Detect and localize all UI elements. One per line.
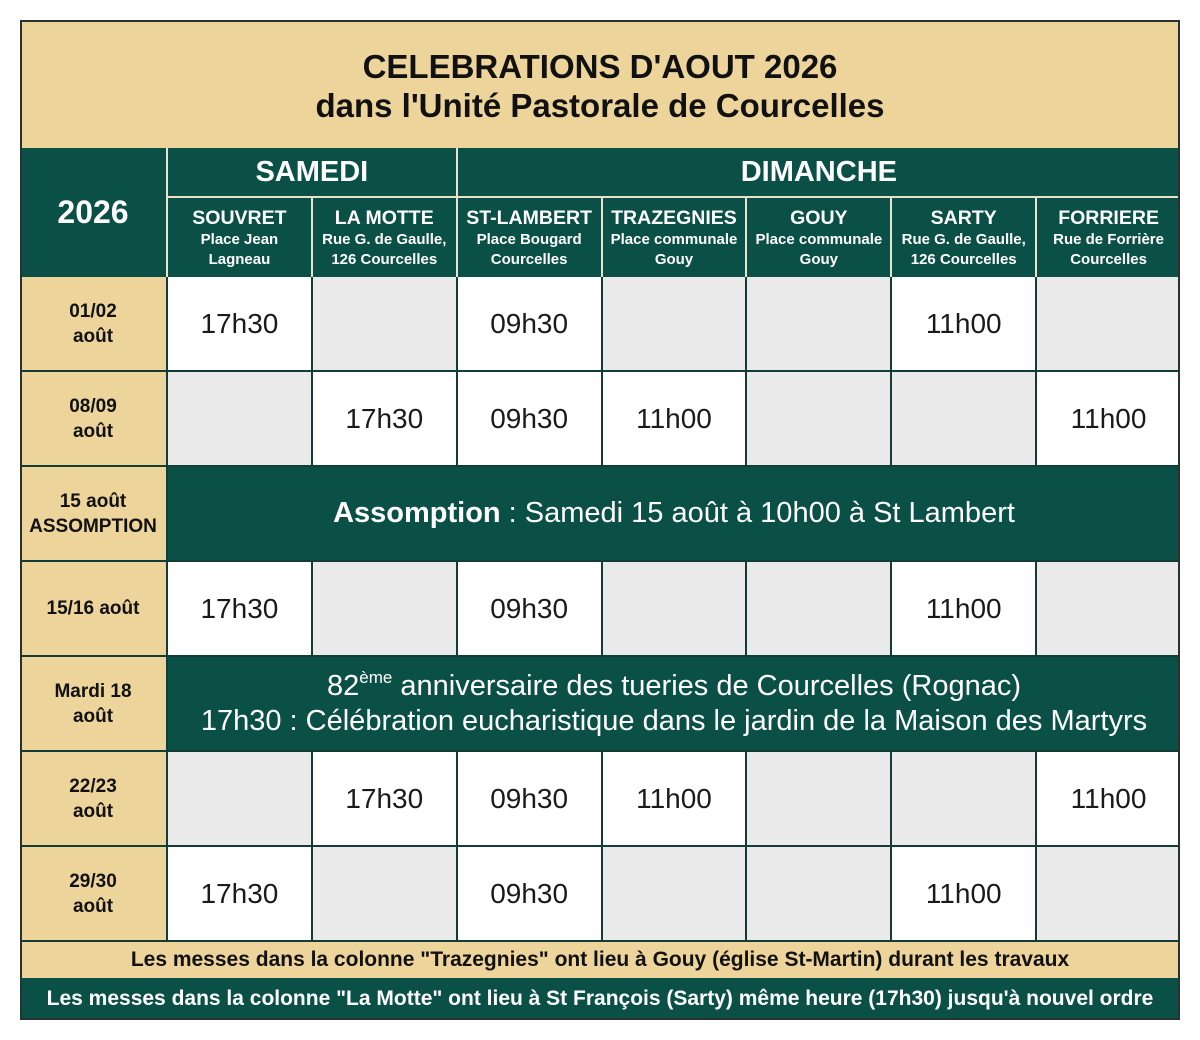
church-header-trazegnies: [603, 198, 746, 277]
date-line-2: août: [72, 800, 114, 822]
anniversary-announcement: [168, 657, 1180, 750]
mass-time-st-lambert: 09h30: [458, 562, 601, 655]
church-address-line-1: Place communale: [610, 231, 738, 248]
ordinal-suffix: ème: [359, 667, 393, 687]
mass-time-forriere: 11h00: [1037, 372, 1180, 465]
date-label: [20, 277, 166, 370]
church-address-line-2: 126 Courcelles: [331, 251, 438, 268]
date-line-2: août: [72, 895, 114, 917]
mass-time-souvret: 17h30: [168, 277, 311, 370]
mass-time-trazegnies: 11h00: [603, 372, 746, 465]
empty-slot-gouy: [747, 752, 890, 845]
schedule-header: [20, 148, 1180, 277]
mass-time-sarty: 11h00: [892, 277, 1035, 370]
church-address-line-2: Gouy: [654, 251, 694, 268]
date-line-1: 08/09: [69, 395, 117, 417]
schedule-grid: [20, 277, 1180, 940]
empty-slot-la-motte: [313, 277, 456, 370]
mass-time-souvret: 17h30: [168, 847, 311, 940]
church-address-line-2: Courcelles: [490, 251, 568, 268]
date-line-1: Mardi 18: [54, 680, 132, 702]
church-address-line-2: 126 Courcelles: [910, 251, 1017, 268]
announcement-line-2: 17h30 : Célébration eucharistique dans le jardin de la Maison des Martyrs: [200, 704, 1148, 737]
date-line-2: août: [72, 325, 114, 347]
mass-time-trazegnies: 11h00: [603, 752, 746, 845]
church-name: ST-LAMBERT: [466, 207, 592, 229]
empty-slot-souvret: [168, 752, 311, 845]
church-header-st-lambert: [458, 198, 601, 277]
empty-slot-gouy: [747, 372, 890, 465]
date-label: [20, 752, 166, 845]
church-name: FORRIERE: [1058, 207, 1159, 229]
mass-time-sarty: 11h00: [892, 847, 1035, 940]
mass-time-forriere: 11h00: [1037, 752, 1180, 845]
date-line-1: 01/02: [69, 300, 117, 322]
assumption-announcement: [168, 467, 1180, 560]
date-label: [20, 372, 166, 465]
church-address-line-1: Rue G. de Gaulle,: [901, 231, 1026, 248]
church-address-line-2: Gouy: [799, 251, 839, 268]
church-address-line-2: Courcelles: [1070, 251, 1147, 268]
church-name: SOUVRET: [192, 207, 287, 229]
mass-time-la-motte: 17h30: [313, 752, 456, 845]
church-header-gouy: [747, 198, 890, 277]
church-name: GOUY: [790, 207, 848, 229]
empty-slot-sarty: [892, 372, 1035, 465]
date-line-1: 15 août: [59, 490, 127, 512]
church-header-la-motte: [313, 198, 456, 277]
church-address-line-1: Place communale: [755, 231, 883, 248]
church-name: LA MOTTE: [334, 207, 434, 229]
mass-time-st-lambert: 09h30: [458, 752, 601, 845]
footnote-la-motte: Les messes dans la colonne "La Motte" ont lieu à St François (Sarty) même heure (17h30) jusqu'à nouvel ordre: [20, 978, 1180, 1020]
church-header-sarty: [892, 198, 1035, 277]
empty-slot-trazegnies: [603, 277, 746, 370]
date-line-1: 15/16 août: [46, 598, 140, 619]
mass-time-souvret: 17h30: [168, 562, 311, 655]
church-columns-header: [166, 148, 1180, 277]
announcement-line-1: [327, 669, 1021, 704]
anniversary-number: 82: [327, 669, 360, 702]
date-line-1: 22/23: [69, 775, 117, 797]
empty-slot-gouy: [747, 277, 890, 370]
empty-slot-forriere: [1037, 562, 1180, 655]
church-address-line-2: Lagneau: [208, 251, 271, 268]
church-header-forriere: [1037, 198, 1180, 277]
empty-slot-la-motte: [313, 562, 456, 655]
schedule-poster: [20, 20, 1180, 1020]
year-label: 2026: [57, 194, 129, 230]
announcement-emphasis: Assomption: [333, 497, 501, 529]
mass-time-sarty: 11h00: [892, 562, 1035, 655]
empty-slot-souvret: [168, 372, 311, 465]
church-name: TRAZEGNIES: [611, 207, 737, 229]
announcement-line: [333, 496, 1015, 531]
day-header-saturday: SAMEDI: [168, 148, 456, 196]
empty-slot-sarty: [892, 752, 1035, 845]
church-address-line-1: Place Bougard: [476, 231, 582, 248]
date-label: [20, 657, 166, 750]
date-label: [20, 847, 166, 940]
empty-slot-trazegnies: [603, 847, 746, 940]
empty-slot-gouy: [747, 847, 890, 940]
church-address-line-1: Place Jean: [200, 231, 279, 248]
date-line-2: ASSOMPTION: [29, 515, 157, 537]
empty-slot-trazegnies: [603, 562, 746, 655]
date-label: [20, 562, 166, 655]
anniversary-text: anniversaire des tueries de Courcelles (Rognac): [392, 669, 1021, 702]
church-address-line-1: Rue G. de Gaulle,: [322, 231, 447, 248]
footnote-trazegnies: Les messes dans la colonne "Trazegnies" ont lieu à Gouy (église St-Martin) durant les travaux: [20, 940, 1180, 978]
empty-slot-forriere: [1037, 847, 1180, 940]
date-label: [20, 467, 166, 560]
church-header-souvret: [168, 198, 311, 277]
date-line-2: août: [72, 420, 114, 442]
poster-title: [20, 20, 1180, 148]
church-name: SARTY: [930, 207, 997, 229]
church-address-line-1: Rue de Forrière: [1053, 231, 1164, 248]
title-line-1: CELEBRATIONS D'AOUT 2026: [362, 48, 838, 85]
announcement-text: : Samedi 15 août à 10h00 à St Lambert: [500, 497, 1015, 529]
empty-slot-forriere: [1037, 277, 1180, 370]
mass-time-st-lambert: 09h30: [458, 847, 601, 940]
title-line-2: dans l'Unité Pastorale de Courcelles: [315, 87, 885, 124]
mass-time-la-motte: 17h30: [313, 372, 456, 465]
date-line-1: 29/30: [69, 870, 117, 892]
mass-time-st-lambert: 09h30: [458, 277, 601, 370]
empty-slot-gouy: [747, 562, 890, 655]
day-header-sunday: DIMANCHE: [458, 148, 1180, 196]
date-line-2: août: [72, 705, 114, 727]
empty-slot-la-motte: [313, 847, 456, 940]
mass-time-st-lambert: 09h30: [458, 372, 601, 465]
